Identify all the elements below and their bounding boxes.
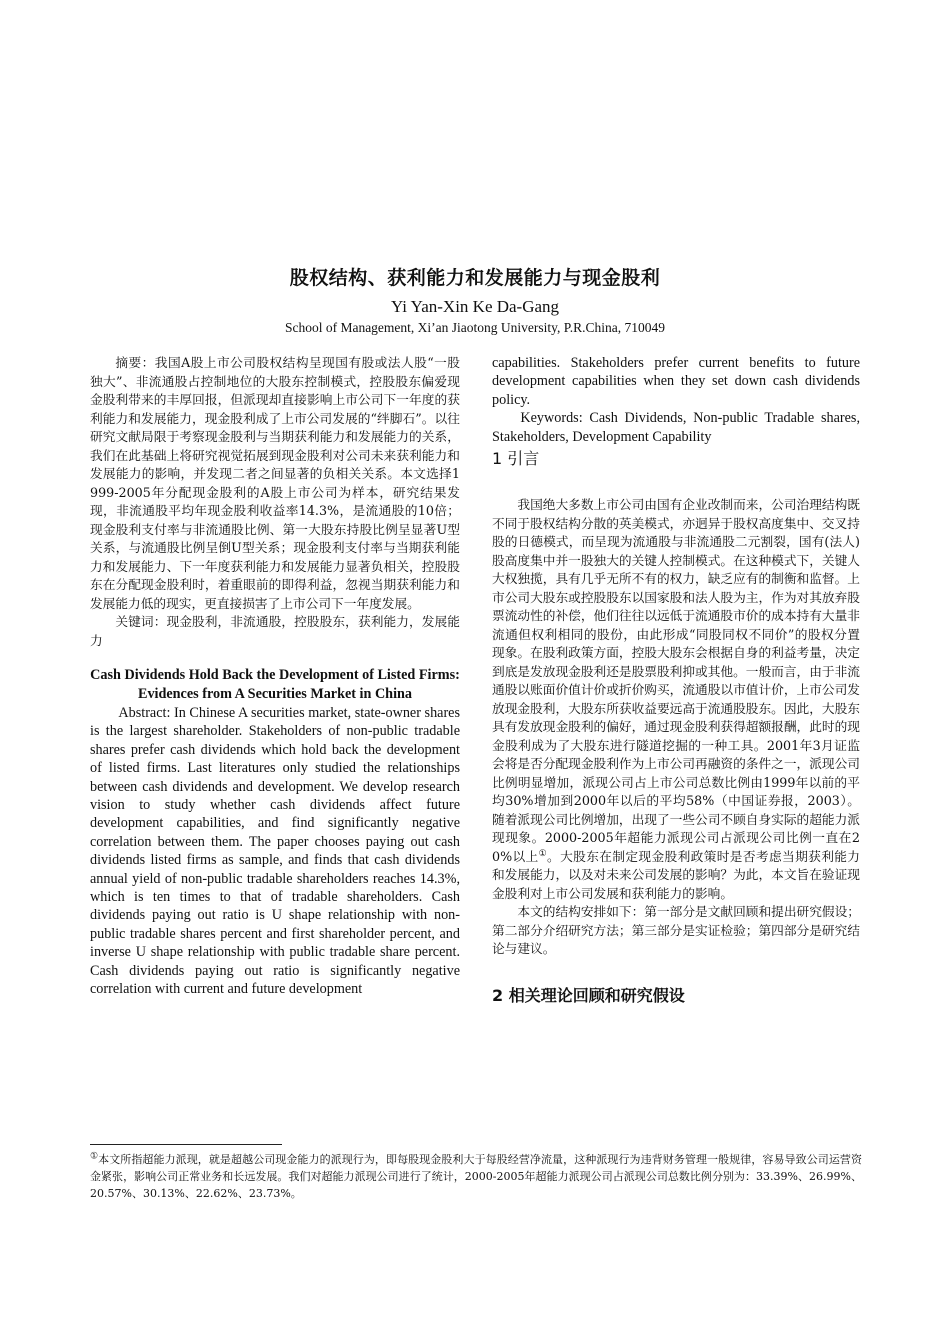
english-title xyxy=(90,666,460,704)
section1-heading: 1 引言 xyxy=(492,449,540,469)
footnote xyxy=(90,1151,862,1202)
affiliation: School of Management, Xi’an Jiaotong University, P.R.China, 710049 xyxy=(284,320,666,335)
footnote-text: 本文所指超能力派现，就是超越公司现金能力的派现行为，即每股现金股利大于每股经营净流量，这种派现行为违背财务管理一般规律，容易导致公司运营资金紧张，影响公司正常业务和长远发展。我们对超能力派现公司进行了统计，2000-2005年超能力派现公司占派现公司总数比例分别为：33.39%、26.99%、20.57%、30.13%、22.62%、23.73%。 xyxy=(90,1153,862,1200)
paper-title: 股权结构、获利能力和发展能力与现金股利 xyxy=(289,266,661,289)
section1-paragraph2: 本文的结构安排如下：第一部分是文献回顾和提出研究假设；第二部分介绍研究方法；第三部分是实证检验；第四部分是研究结论与建议。 xyxy=(492,904,860,957)
section1-paragraph1-text-b: 。大股东在制定现金股利政策时是否考虑当期获利能力和发展能力，以及对未来公司发展的影响？为此，本文旨在验证现金股利对上市公司发展和获利能力的影响。 xyxy=(492,848,860,901)
section1-paragraph1-text-a: 我国绝大多数上市公司由国有企业改制而来，公司治理结构既不同于股权结构分散的英美模式，亦迥异于股权高度集中、交叉持股的日德模式，而呈现为流通股与非流通股二元割裂，国有(法人)股高度集中并一股独大的关键人控制模式。在这种模式下，关键人大权独揽，具有几乎无所不有的权力，缺乏应有的制衡和监督。上市公司大股东或控股股东以国家股和法人股为主，作为对其放弃股票流动性的补偿，他们往往以远低于流通股市价的成本持有大量非流通但权利相同的股份，由此形成“同股同权不同价”的股权分置现象。在股利政策方面，控股大股东会根据自身的利益考量，决定到底是发放现金股利还是股票股利抑或其他。一般而言，由于非流通股以账面价值计价或折价购买，流通股以市值计价，上市公司发放现金股利，大股东所获收益要远高于流通股股东。因此，大股东具有发放现金股利的偏好，通过现金股利获得超额报酬，此时的现金股利成为了大股东进行隧道挖掘的一种工具。2001年3月证监会将是否分配现金股利作为上市公司再融资的条件之一，派现公司比例明显增加，派现公司占上市公司总数比例由1999年以前的平均30%增加到2000年以后的平均58%（中国证券报，2003）。随着派现公司比例增加，出现了一些公司不顾自身实际的超能力派现现象。2000-2005年超能力派现公司占派现公司比例一直在20%以上 xyxy=(492,497,860,864)
footnote-ref[interactable]: ① xyxy=(538,848,548,859)
english-title-line1: Cash Dividends Hold Back the Development of Listed Firms: xyxy=(90,667,460,683)
section1-paragraph1 xyxy=(492,496,860,903)
english-title-line2: Evidences from A Securities Market in China xyxy=(137,686,412,702)
footnote-mark: ① xyxy=(90,1151,99,1162)
left-column xyxy=(90,354,460,999)
section2-heading: 2 相关理论回顾和研究假设 xyxy=(492,985,685,1005)
footnote-separator xyxy=(90,1144,282,1145)
right-column xyxy=(492,354,860,1009)
abstract-en-continued: capabilities. Stakeholders prefer current benefits to future development capabilities when they set down cash dividends policy. xyxy=(492,355,860,408)
keywords-cn: 关键词：现金股利，非流通股，控股股东，获利能力，发展能力 xyxy=(90,614,460,648)
authors: Yi Yan-Xin Ke Da-Gang xyxy=(390,297,560,316)
keywords-en: Keywords: Cash Dividends, Non-public Tradable shares, Stakeholders, Development Capability xyxy=(492,410,860,445)
abstract-en: Abstract: In Chinese A securities market, state-owner shares is the largest shareholder. Stakeholders of non-public tradable shares prefer cash dividends which hold back the development of listed firms. Last literatures only studied the relationships between cash dividends and development. We develop research vision to study whether cash dividends affect future development capabilities, and find significantly negative correlation between them. The paper chooses paying out cash dividends listed firms as sample, and finds that cash dividends annual yield of non-public tradable shareholders reaches 14.3%, which is ten times to that of tradable shareholders. Cash dividends paying out ratio is U shape relationship with non-public tradable shares percent and first shareholder percent, and inverse U shape relationship with public tradable share percent. Cash dividends paying out ratio is significantly negative correlation with current and future development xyxy=(90,705,460,998)
abstract-cn: 摘要：我国A股上市公司股权结构呈现国有股或法人股“一股独大”、非流通股占控制地位的大股东控制模式，控股股东偏爱现金股利带来的丰厚回报，但派现却直接影响上市公司下一年度的获利能力和发展能力，现金股利成了上市公司发展的“绊脚石”。以往研究文献局限于考察现金股利与当期获利能力和发展能力的关系，我们在此基础上将研究视觉拓展到现金股利对公司未来获利能力和发展能力的影响，并发现二者之间显著的负相关关系。本文选择1999-2005年分配现金股利的A股上市公司为样本，研究结果发现，非流通股平均年现金股利收益率14.3%，是流通股的10倍；现金股利支付率与非流通股比例、第一大股东持股比例呈显著U型关系，与流通股比例呈倒U型关系；现金股利支付率与当期获利能力和发展能力、下一年度获利能力和发展能力显著负相关，控股股东在分配现金股利时，着重眼前的即得利益，忽视当期获利能力和发展能力低的现实，更直接损害了上市公司下一年度发展。 xyxy=(90,355,460,611)
